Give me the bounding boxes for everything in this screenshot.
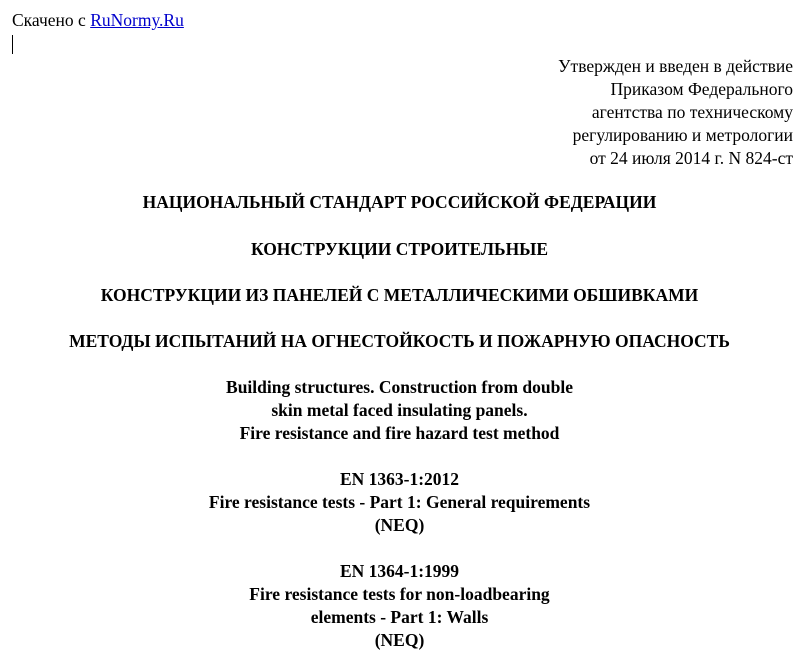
english-title bbox=[0, 376, 799, 445]
english-title-line: Fire resistance and fire hazard test method bbox=[239, 423, 560, 443]
reference-code: EN 1364-1:1999 bbox=[339, 561, 460, 581]
approval-line: от 24 июля 2014 г. N 824-ст bbox=[589, 148, 793, 168]
reference-title-line: Fire resistance tests - Part 1: General requirements bbox=[208, 492, 591, 512]
reference-title-line: Fire resistance tests for non-loadbearing bbox=[249, 584, 550, 604]
methods-heading: МЕТОДЫ ИСПЫТАНИЙ НА ОГНЕСТОЙКОСТЬ И ПОЖАРНУЮ ОПАСНОСТЬ bbox=[69, 331, 730, 351]
approval-block bbox=[558, 55, 793, 170]
reference-title-line: elements - Part 1: Walls bbox=[310, 607, 489, 627]
source-link[interactable]: RuNormy.Ru bbox=[90, 10, 184, 30]
approval-line: Утвержден и введен в действие bbox=[558, 56, 793, 76]
subject-heading: КОНСТРУКЦИИ ИЗ ПАНЕЛЕЙ С МЕТАЛЛИЧЕСКИМИ ОБШИВКАМИ bbox=[100, 285, 699, 305]
approval-line: регулированию и метрологии bbox=[572, 125, 793, 145]
reference-degree: (NEQ) bbox=[374, 515, 425, 535]
source-prefix: Скачено с bbox=[12, 10, 86, 30]
english-title-line: skin metal faced insulating panels. bbox=[271, 400, 528, 420]
reference-block bbox=[0, 560, 799, 652]
category-heading: КОНСТРУКЦИИ СТРОИТЕЛЬНЫЕ bbox=[250, 239, 549, 259]
standard-heading: НАЦИОНАЛЬНЫЙ СТАНДАРТ РОССИЙСКОЙ ФЕДЕРАЦИИ bbox=[142, 192, 657, 212]
reference-degree: (NEQ) bbox=[374, 630, 425, 650]
approval-line: Приказом Федерального bbox=[610, 79, 793, 99]
source-line bbox=[12, 9, 184, 31]
approval-line: агентства по техническому bbox=[591, 102, 793, 122]
reference-code: EN 1363-1:2012 bbox=[339, 469, 460, 489]
reference-block bbox=[0, 468, 799, 537]
english-title-line: Building structures. Construction from double bbox=[226, 377, 573, 397]
text-cursor bbox=[12, 35, 13, 54]
